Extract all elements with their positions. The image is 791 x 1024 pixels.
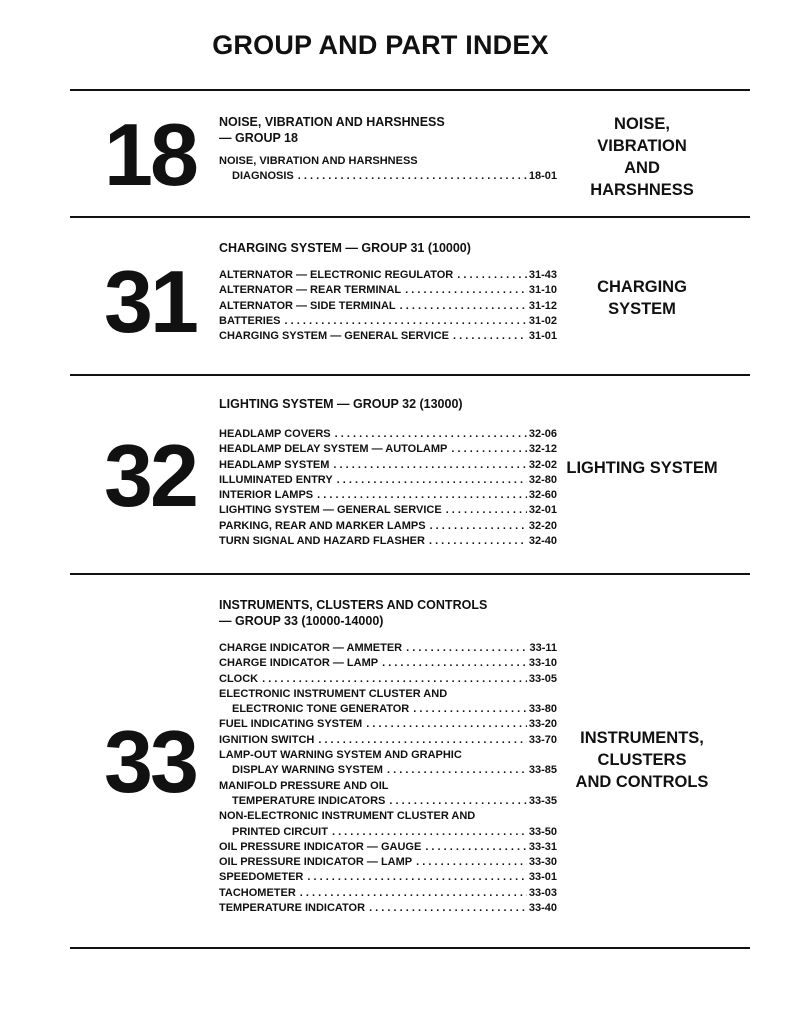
index-entry[interactable]: CLOCK . . . 33-05 (219, 672, 557, 687)
index-entry[interactable]: DIAGNOSIS . . . 18-01 (219, 169, 557, 184)
index-entry[interactable]: BATTERIES . . . 31-02 (219, 314, 557, 329)
group-number: 33 (104, 712, 196, 811)
group-contents (219, 114, 557, 185)
group-heading: CHARGING SYSTEM — GROUP 31 (10000) (219, 241, 471, 255)
group-heading: INSTRUMENTS, CLUSTERS AND CONTROLS — GROUP 33 (10000-14000) (219, 598, 488, 628)
group-number: 31 (104, 252, 196, 351)
group-18-section (70, 91, 750, 216)
index-entry[interactable]: TACHOMETER . . . 33-03 (219, 886, 557, 901)
index-entry[interactable]: OIL PRESSURE INDICATOR — LAMP . . . 33-30 (219, 855, 557, 870)
page-title: GROUP AND PART INDEX (212, 30, 549, 60)
entry-line: NON-ELECTRONIC INSTRUMENT CLUSTER AND (219, 810, 476, 823)
index-entry[interactable]: ALTERNATOR — REAR TERMINAL . . . 31-10 (219, 283, 557, 298)
group-heading: NOISE, VIBRATION AND HARSHNESS — GROUP 18 (219, 115, 445, 145)
group-contents (219, 597, 557, 916)
index-entry[interactable]: HEADLAMP DELAY SYSTEM — AUTOLAMP . . . 32-12 (219, 442, 557, 457)
index-entry[interactable]: FUEL INDICATING SYSTEM . . . 33-20 (219, 717, 557, 732)
index-entry[interactable]: HEADLAMP SYSTEM . . . 32-02 (219, 458, 557, 473)
section-side-title: LIGHTING SYSTEM (566, 459, 718, 477)
index-entry[interactable]: IGNITION SWITCH . . . 33-70 (219, 733, 557, 748)
index-entry[interactable]: SPEEDOMETER . . . 33-01 (219, 870, 557, 885)
group-heading: LIGHTING SYSTEM — GROUP 32 (13000) (219, 397, 463, 411)
index-entry[interactable]: ALTERNATOR — SIDE TERMINAL . . . 31-12 (219, 299, 557, 314)
index-entry[interactable]: PRINTED CIRCUIT . . . 33-50 (219, 825, 557, 840)
group-contents (219, 240, 557, 344)
index-entry[interactable]: HEADLAMP COVERS . . . 32-06 (219, 427, 557, 442)
section-side-title: CHARGING SYSTEM (597, 278, 687, 318)
group-31-section (70, 218, 750, 374)
entry-line: LAMP-OUT WARNING SYSTEM AND GRAPHIC (219, 749, 462, 762)
group-number: 18 (104, 105, 196, 204)
section-side-title: NOISE, VIBRATION AND HARSHNESS (590, 115, 694, 199)
group-32-section (70, 376, 750, 573)
index-entry[interactable]: INTERIOR LAMPS . . . 32-60 (219, 488, 557, 503)
index-entry[interactable]: CHARGING SYSTEM — GENERAL SERVICE . . . 31-01 (219, 329, 557, 344)
group-33-section (70, 575, 750, 947)
index-entry[interactable]: CHARGE INDICATOR — LAMP . . . 33-10 (219, 656, 557, 671)
index-entry[interactable]: TURN SIGNAL AND HAZARD FLASHER . . . 32-40 (219, 534, 557, 549)
group-contents (219, 396, 557, 549)
index-entry[interactable]: LIGHTING SYSTEM — GENERAL SERVICE . . . 32-01 (219, 503, 557, 518)
section-side-title: INSTRUMENTS, CLUSTERS AND CONTROLS (575, 729, 709, 791)
divider (70, 947, 750, 949)
entry-line: MANIFOLD PRESSURE AND OIL (219, 779, 389, 792)
index-entry[interactable]: DISPLAY WARNING SYSTEM . . . 33-85 (219, 763, 557, 778)
entry-line: NOISE, VIBRATION AND HARSHNESS (219, 155, 418, 167)
index-entry[interactable]: OIL PRESSURE INDICATOR — GAUGE . . . 33-31 (219, 840, 557, 855)
index-entry[interactable]: ALTERNATOR — ELECTRONIC REGULATOR . . . 31-43 (219, 268, 557, 283)
index-entry[interactable]: TEMPERATURE INDICATOR . . . 33-40 (219, 901, 557, 916)
index-entry[interactable]: ELECTRONIC TONE GENERATOR . . . 33-80 (219, 702, 557, 717)
group-number: 32 (104, 426, 196, 525)
index-entry[interactable]: TEMPERATURE INDICATORS . . . 33-35 (219, 794, 557, 809)
index-entry[interactable]: ILLUMINATED ENTRY . . . 32-80 (219, 473, 557, 488)
index-entry[interactable]: PARKING, REAR AND MARKER LAMPS . . . 32-20 (219, 519, 557, 534)
index-entry[interactable]: CHARGE INDICATOR — AMMETER . . . 33-11 (219, 641, 557, 656)
entry-line: ELECTRONIC INSTRUMENT CLUSTER AND (219, 687, 448, 700)
